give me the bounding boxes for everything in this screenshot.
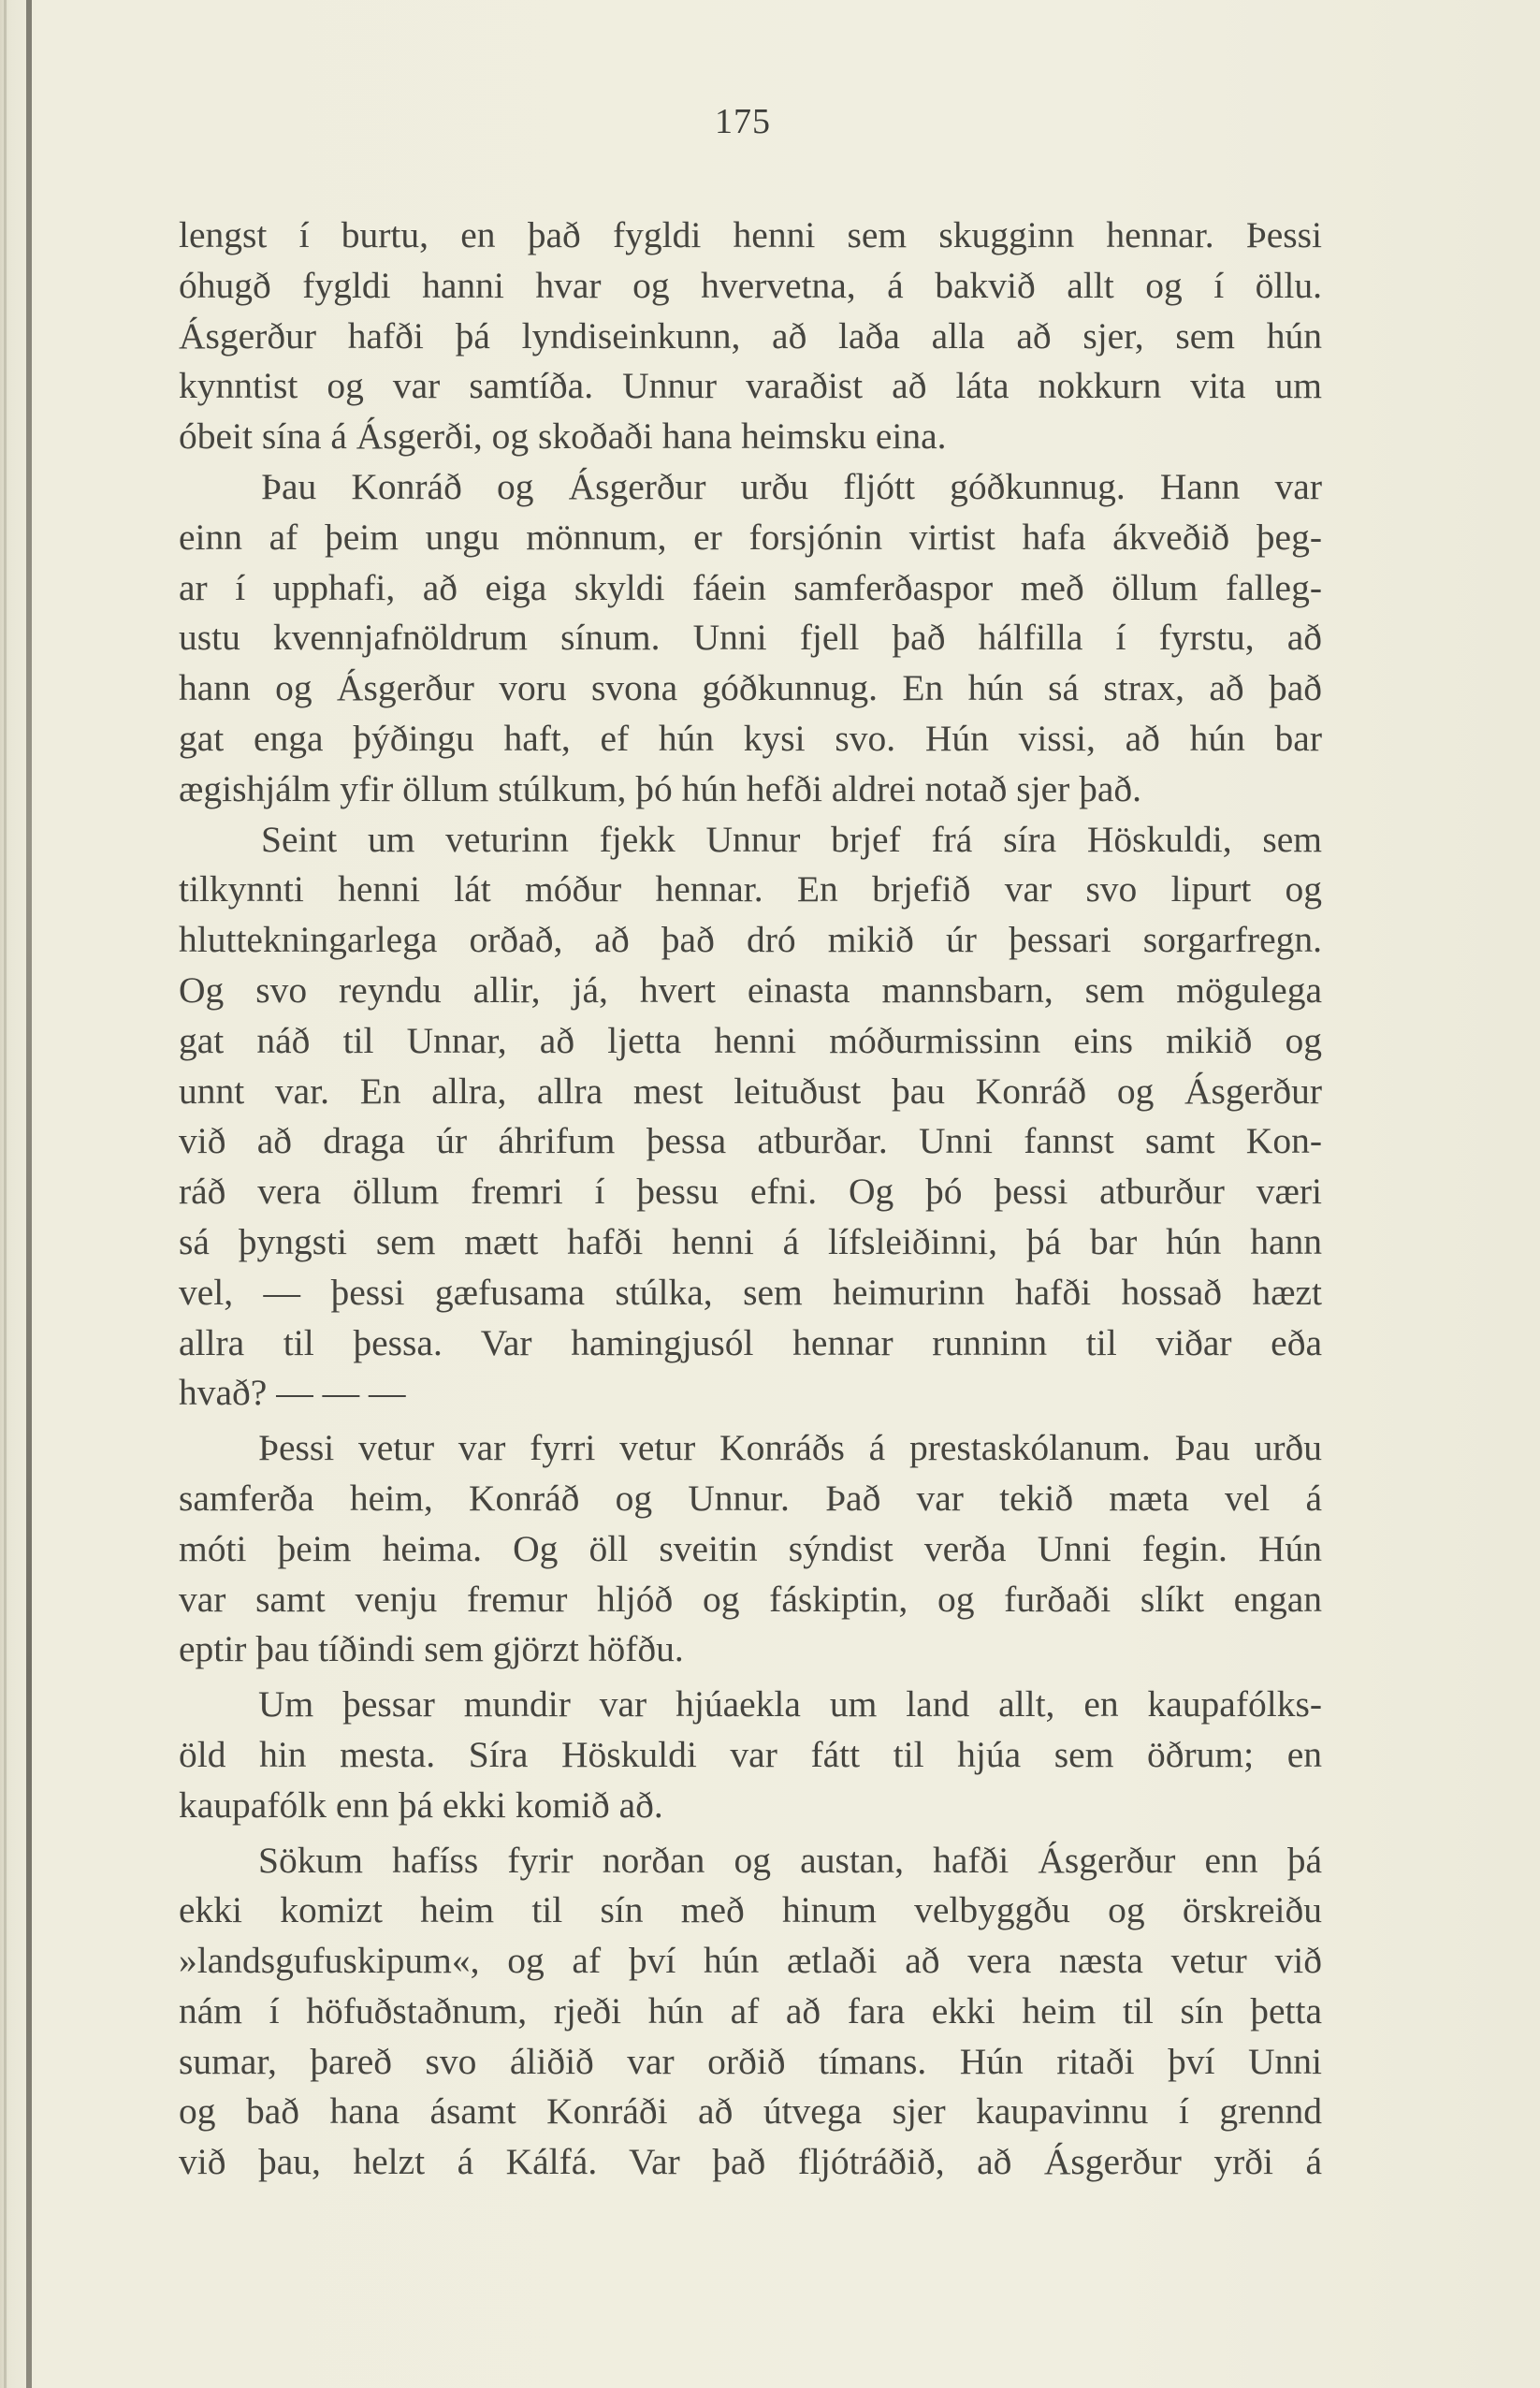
text-line: ustu kvennjafnöldrum sínum. Unni fjell það hálfilla í fyrstu, að: [179, 617, 1322, 659]
page-number: 175: [715, 102, 771, 141]
paragraph: [179, 815, 1322, 1420]
text-line: Þessi vetur var fyrri vetur Konráðs á prestaskólanum. Þau urðu: [258, 1427, 1322, 1469]
text-line: Þau Konráð og Ásgerður urðu fljótt góðkunnug. Hann var: [261, 465, 1322, 507]
text-line: unnt var. En allra, allra mest leituðust þau Konráð og Ásgerður: [179, 1070, 1322, 1112]
binding-edge: [26, 0, 32, 2388]
text-line: sá þyngsti sem mætt hafði henni á lífsleiðinni, þá bar hún hann: [179, 1220, 1322, 1262]
text-line: tilkynnti henni lát móður hennar. En brjefið var svo lipurt og: [179, 868, 1322, 910]
page-edge-shadow: [4, 0, 7, 2388]
text-line: Og svo reyndu allir, já, hvert einasta mannsbarn, sem mögulega: [179, 968, 1322, 1011]
text-line: eptir þau tíðindi sem gjörzt höfðu.: [179, 1628, 684, 1670]
text-line: öld hin mesta. Síra Höskuldi var fátt til hjúa sem öðrum; en: [179, 1733, 1322, 1775]
text-line: gat enga þýðingu haft, ef hún kysi svo. Hún vissi, að hún bar: [179, 717, 1322, 759]
text-line: Ásgerður hafði þá lyndiseinkunn, að laða alla að sjer, sem hún: [179, 314, 1322, 357]
text-line: við þau, helzt á Kálfá. Var það fljótráðið, að Ásgerður yrði á: [179, 2141, 1322, 2183]
text-line: samferða heim, Konráð og Unnur. Það var tekið mæta vel á: [179, 1477, 1322, 1519]
text-line: allra til þessa. Var hamingjusól hennar runninn til viðar eða: [179, 1321, 1322, 1363]
text-line: hvað? — — —: [179, 1372, 406, 1414]
text-line: ar í upphafi, að eiga skyldi fáein samferðaspor með öllum falleg-: [179, 566, 1322, 608]
text-line: og bað hana ásamt Konráði að útvega sjer kaupavinnu í grennd: [179, 2090, 1322, 2133]
text-line: hluttekningarlega orðað, að það dró mikið úr þessari sorgarfregn.: [179, 919, 1322, 961]
paragraph: [179, 1680, 1322, 1830]
text-line: kaupafólk enn þá ekki komið að.: [179, 1784, 663, 1826]
text-line: ekki komizt heim til sín með hinum velbyggðu og örskreiðu: [179, 1889, 1322, 1931]
text-line: móti þeim heima. Og öll sveitin sýndist verða Unni fegin. Hún: [179, 1527, 1322, 1569]
text-line: gat náð til Unnar, að ljetta henni móðurmissinn eins mikið og: [179, 1019, 1322, 1061]
paragraph: [179, 211, 1322, 462]
text-line: ráð vera öllum fremri í þessu efni. Og þó þessi atburður væri: [179, 1171, 1322, 1213]
text-line: Um þessar mundir var hjúaekla um land allt, en kaupafólks-: [258, 1683, 1322, 1725]
text-line: óbeit sína á Ásgerði, og skoðaði hana heimsku eina.: [179, 415, 947, 458]
text-line: einn af þeim ungu mönnum, er forsjónin virtist hafa ákveðið þeg-: [179, 516, 1322, 558]
text-line: var samt venju fremur hljóð og fáskiptin, og furðaði slíkt engan: [179, 1578, 1322, 1620]
text-line: Sökum hafíss fyrir norðan og austan, hafði Ásgerður enn þá: [258, 1839, 1322, 1881]
text-line: óhugð fygldi hanni hvar og hvervetna, á bakvið allt og í öllu.: [179, 264, 1322, 306]
text-line: ægishjálm yfir öllum stúlkum, þó hún hefði aldrei notað sjer það.: [179, 767, 1142, 809]
text-line: »landsgufuskipum«, og af því hún ætlaði að vera næsta vetur við: [179, 1940, 1322, 1982]
text-line: Seint um veturinn fjekk Unnur brjef frá síra Höskuldi, sem: [261, 818, 1322, 860]
text-line: sumar, þareð svo áliðið var orðið tímans. Hún ritaði því Unni: [179, 2040, 1322, 2082]
text-line: við að draga úr áhrifum þessa atburðar. Unni fannst samt Kon-: [179, 1120, 1322, 1162]
paragraph: [179, 1836, 1322, 2189]
body-text: [179, 211, 1322, 2188]
paragraph: [179, 1423, 1322, 1675]
text-line: lengst í burtu, en það fygldi henni sem skugginn hennar. Þessi: [179, 214, 1322, 255]
text-line: kynntist og var samtíða. Unnur varaðist að láta nokkurn vita um: [179, 365, 1322, 407]
text-line: hann og Ásgerður voru svona góðkunnug. En hún sá strax, að það: [179, 667, 1322, 709]
text-line: nám í höfuðstaðnum, rjeði hún af að fara ekki heim til sín þetta: [179, 1989, 1322, 2031]
paragraph: [179, 462, 1322, 815]
text-line: vel, — þessi gæfusama stúlka, sem heimurinn hafði hossað hæzt: [179, 1271, 1322, 1313]
